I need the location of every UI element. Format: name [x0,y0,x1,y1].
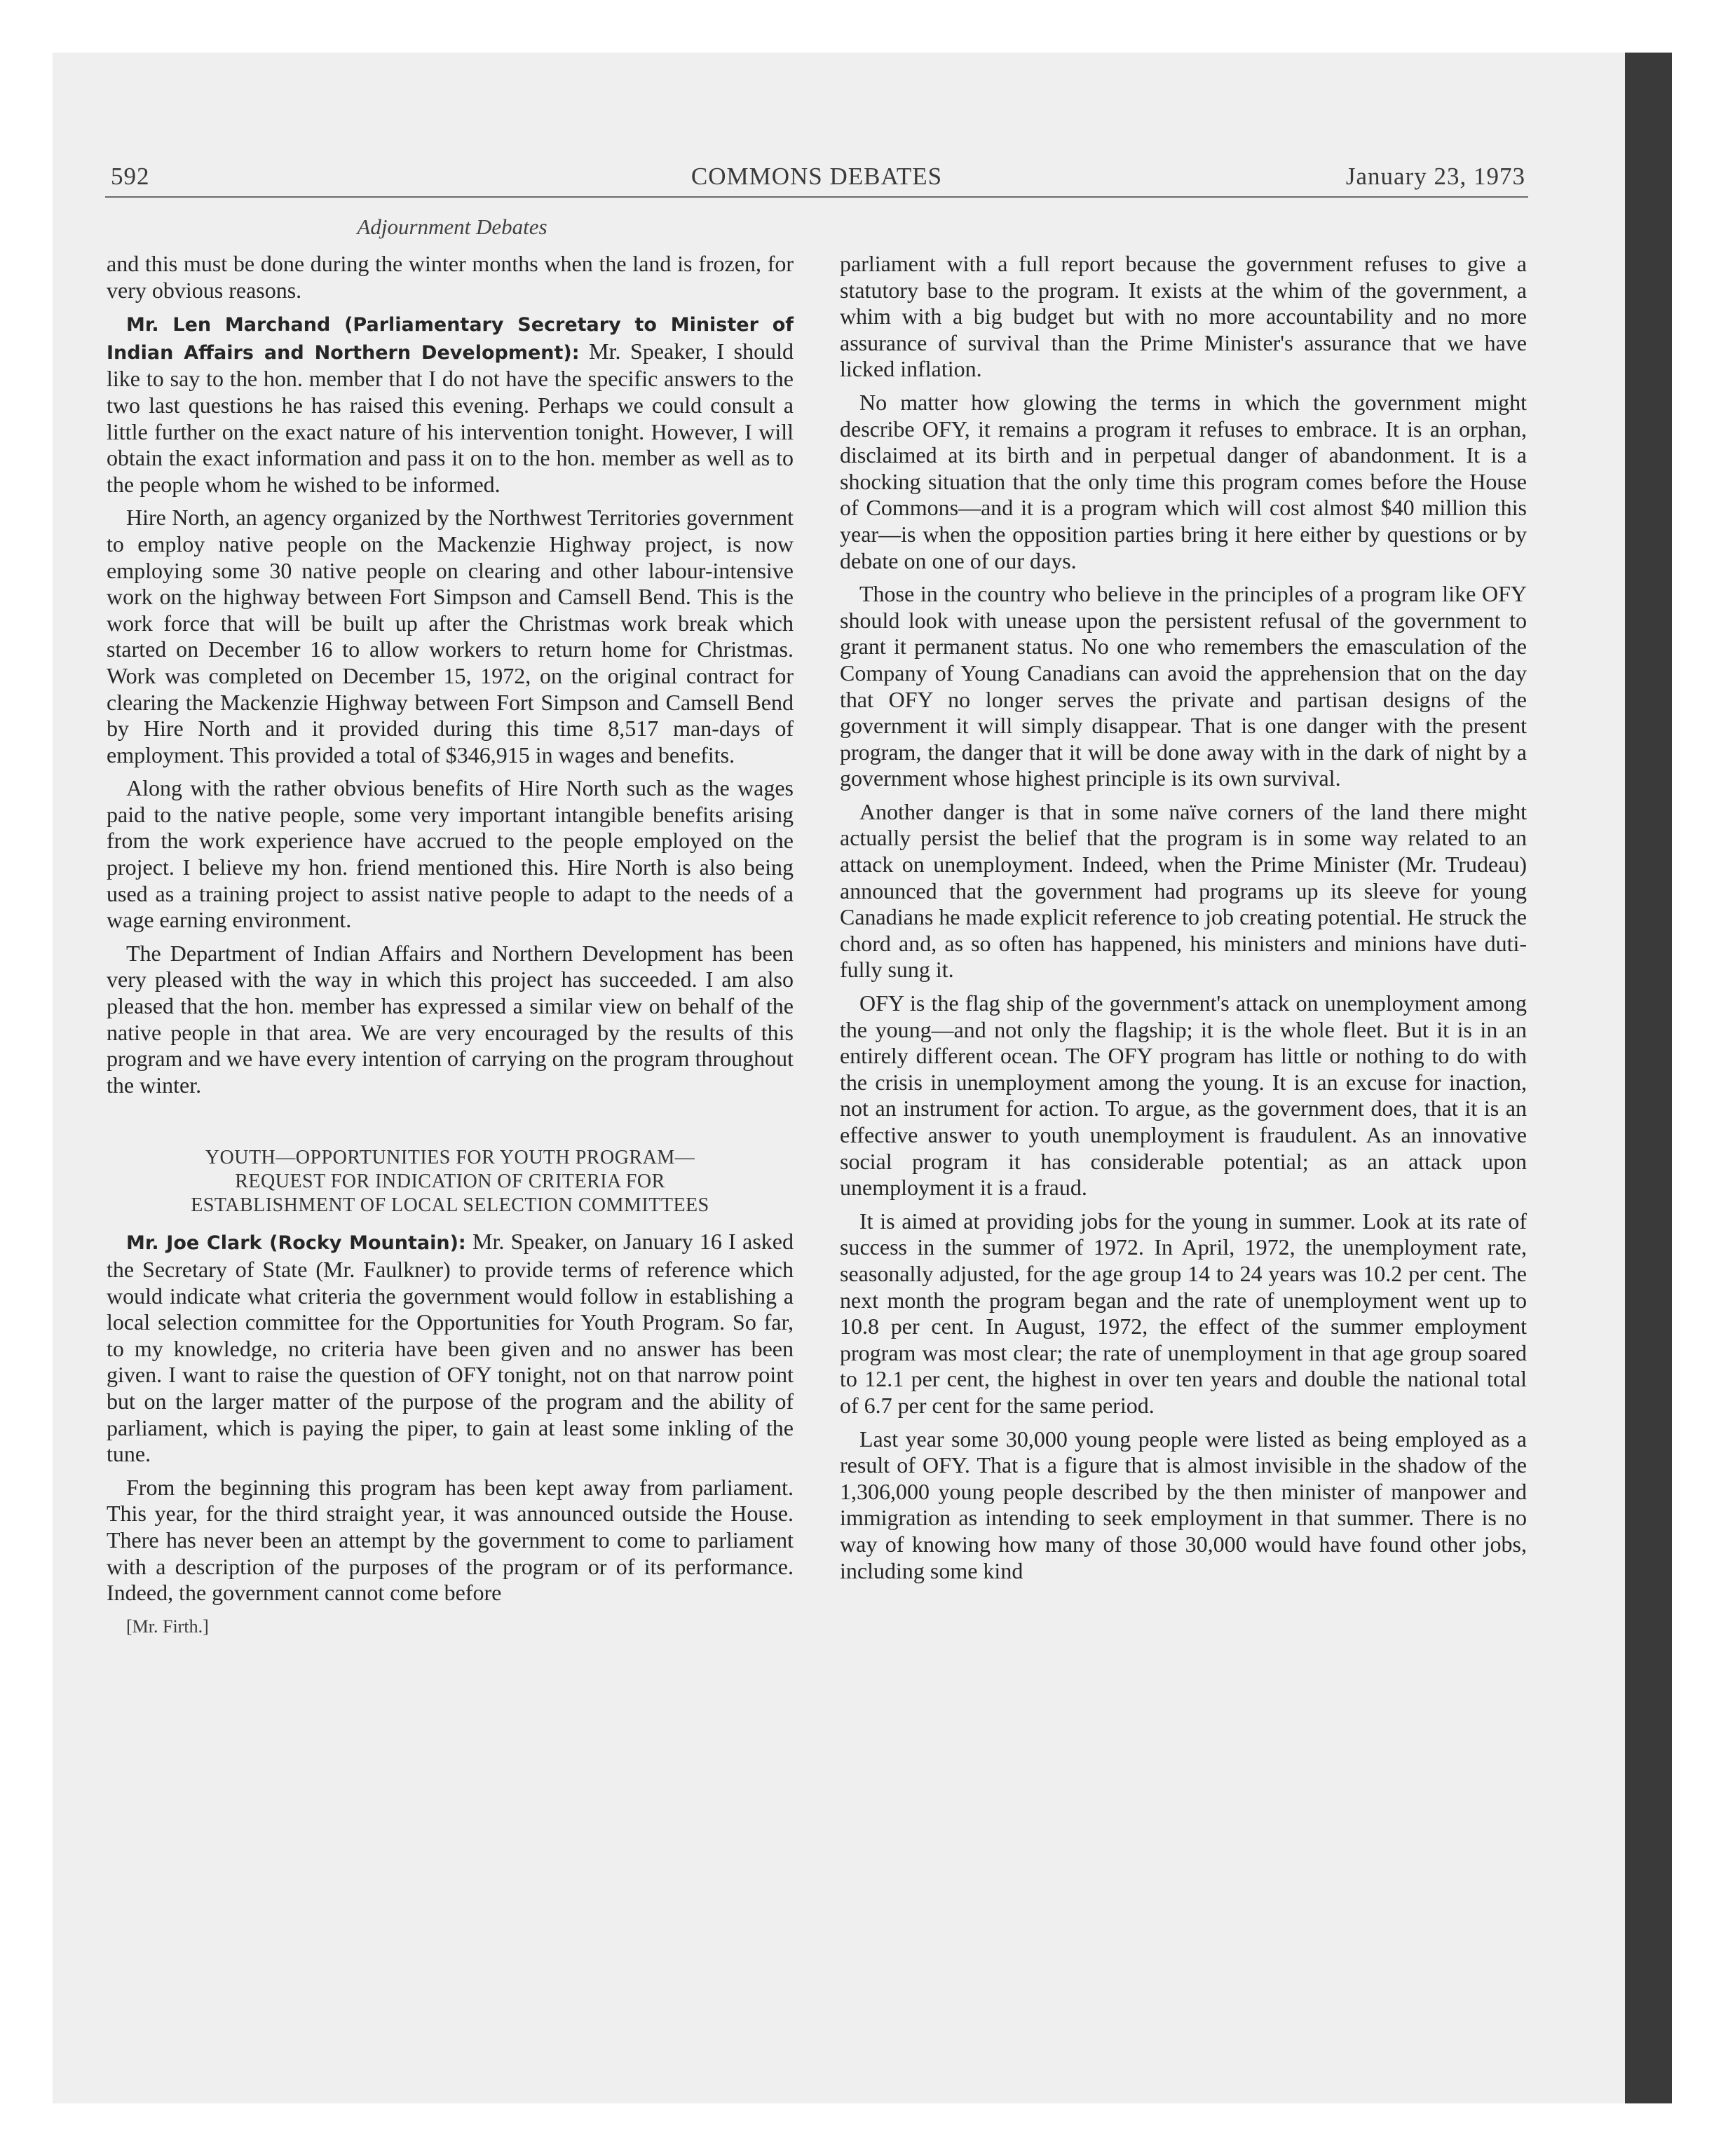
paragraph: No matter how glowing the terms in which the government might describe OFY, it remains a program it refuses to embrace. It is an orphan, disclaimed at its birth and in perpetual danger of abandonment. It is a shocking situation that the only time this program comes before the House of Commons—and it is a program which will cost almost $40 million this year—is when the opposition parties bring it here either by questions or by debate on one of our days. [840,389,1527,573]
paragraph: parliament with a full report because the government refuses to give a statutory base to the program. It exists at the whim of the government, a whim with a big budget but with no more accountability and no more assurance of survival than the Prime Minister's assurance that we have licked inflation. [840,251,1527,382]
paragraph: OFY is the flag ship of the government's attack on unemployment among the young—and not only the flagship; it is the whole fleet. But it is in an entirely different ocean. The OFY program has little or nothing to do with the crisis in unemployment among the young. It is an excuse for inaction, not an instrument for action. To argue, as the government does, that it is an effective answer to youth unemployment is fraudulent. As an innovative social program it has considerable potential; as an attack upon unemployment it is a fraud. [840,990,1527,1201]
speech-text: Mr. Speaker, on January 16 I asked the Secretary of State (Mr. Faulkner) to provide terms of reference which would indicate what criteria the government would follow in establishing a local selection committee for the Opportunities for Youth Program. So far, to my knowledge, no criteria have been given and no answer has been given. I want to raise the question of OFY tonight, not on that narrow point but on the larger matter of the purpose of the program and the ability of parliament, which is paying the piper, to gain at least some inkling of the tune. [107,1229,794,1467]
speech-text: Mr. Speaker, I should like to say to the hon. member that I do not have the specific answers to the two last questions he has raised this evening. Perhaps we could consult a little further on the exact nature of his intervention tonight. However, I will obtain the exact information and pass it on to the hon. member as well as to the people whom he wished to be informed. [107,338,794,497]
header-date: January 23, 1973 [1345,163,1525,190]
paragraph: It is aimed at providing jobs for the young in summer. Look at its rate of success in the summer of 1972. In April, 1972, the unemployment rate, seasonally adjusted, for the age group 14 to 24 years was 10.2 per cent. The next month the program began and the rate of unemployment went up to 10.8 per cent. In August, 1972, the effect of the summer employment program was most clear; the rate of unemployment in that age group soared to 12.1 per cent, the highest in over ten years and double the national total of 6.7 per cent for the same period. [840,1208,1527,1418]
paragraph: Along with the rather obvious benefits of Hire North such as the wages paid to the native people, some very important intangible benefits arising from the work experience have accrued to the people employed on the project. I believe my hon. friend mentioned this. Hire North is also being used as a training project to assist native people to adapt to the needs of a wage earning environment. [107,775,794,933]
paragraph: The Department of Indian Affairs and Northern Development has been very pleased with the way in which this project has succeeded. I am also pleased that the hon. member has expressed a similar view on behalf of the native people in that area. We are very encouraged by the results of this program and we have every intention of carrying on the program throughout the winter. [107,940,794,1098]
speaker-name: Mr. Len Marchand (Parliamentary Secretary to Minister of Indian Affairs and Northern Development): [107,314,794,364]
section-title: Adjournment Debates [357,214,547,239]
running-head: COMMONS DEBATES [690,163,943,190]
speech-paragraph [107,1229,794,1467]
scan-edge-shadow [1625,53,1672,2103]
speech-paragraph [107,311,794,498]
topic-heading-line: YOUTH—OPPORTUNITIES FOR YOUTH PROGRAM— [205,1147,695,1169]
paragraph: Last year some 30,000 young people were listed as being employed as a result of OFY. That is a figure that is almost invisible in the shadow of the 1,306,000 young people described by the then minister of manpower and immigration as intending to seek employment in that summer. There is no way of knowing how many of those 30,000 would have found other jobs, including some kind [840,1426,1527,1583]
topic-heading-line: REQUEST FOR INDICATION OF CRITERIA FOR [235,1171,665,1193]
paragraph: Another danger is that in some naïve corners of the land there might actually persist the belief that the program is in some way related to an attack on unemployment. Indeed, when the Prime Minister (Mr. Trudeau) announced that the government had programs up its sleeve for young Canadians he made explicit reference to job creating potential. He struck the chord and, as so often has happened, his ministers and minions have dutifully sung it. [840,798,1527,983]
topic-heading [107,1146,794,1217]
paragraph: From the beginning this program has been kept away from parliament. This year, for the third straight year, it was announced outside the House. There has never been an attempt by the government to come to parliament with a description of the purposes of the program or of its performance. Indeed, the government cannot come before [107,1474,794,1606]
page-number: 592 [111,163,150,190]
topic-heading-line: ESTABLISHMENT OF LOCAL SELECTION COMMITTEES [191,1194,709,1217]
paragraph: and this must be done during the winter months when the land is frozen, for very obvious reasons. [107,251,794,303]
speaker-name: Mr. Joe Clark (Rocky Mountain): [126,1232,466,1255]
page-header [105,160,1528,198]
footer-note: [Mr. Firth.] [126,1616,209,1637]
paragraph: Those in the country who believe in the principles of a program like OFY should look with unease upon the persistent refusal of the government to grant it permanent status. No one who remembers the emasculation of the Company of Young Canadians can avoid the apprehension that on the day that OFY no longer serves the private and partisan designs of the government it will simply disappear. That is one danger with the present program, the danger that it will be done away with in the dark of night by a government whose highest principle is its own survival. [840,581,1527,791]
paragraph: Hire North, an agency organized by the Northwest Territories government to employ native people on the Mackenzie Highway project, is now employing some 30 native people on clearing and other labour-intensive work on the highway between Fort Simpson and Camsell Bend. This is the work force that will be built up after the Christmas work break which started on December 16 to allow workers to return home for Christmas. Work was completed on December 15, 1972, on the original contract for clearing the Mackenzie Highway between Fort Simpson and Camsell Bend by Hire North and it provided during this time 8,517 man-days of employment. This provided a total of $346,915 in wages and benefits. [107,505,794,767]
right-column [840,251,1527,1591]
left-column [107,251,794,1646]
